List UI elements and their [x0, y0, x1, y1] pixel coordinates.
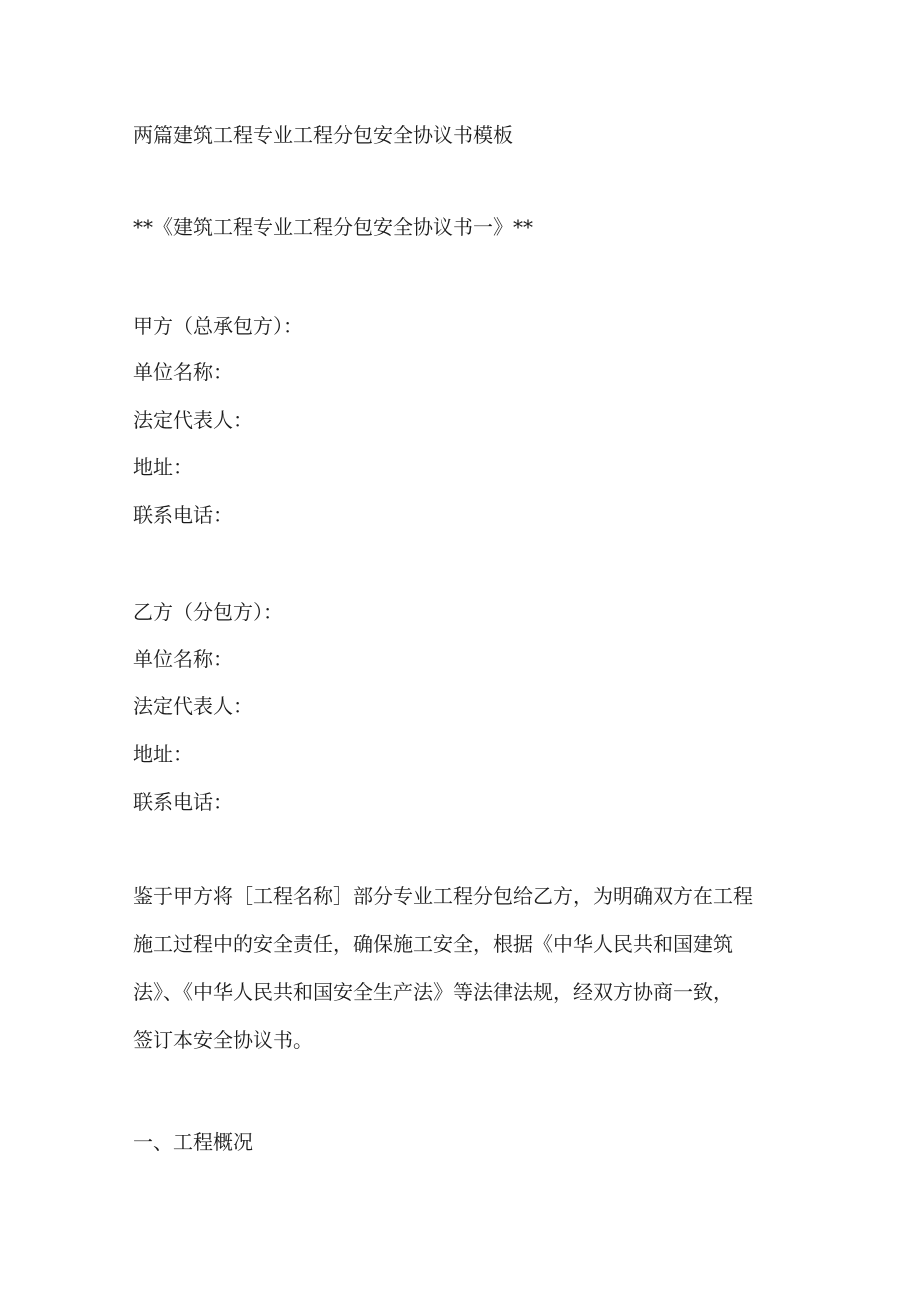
- party-b-phone: 联系电话：: [133, 790, 233, 814]
- preamble-line: 施工过程中的安全责任，确保施工安全，根据《中华人民共和国建筑: [133, 932, 733, 956]
- section-heading-project-overview: 一、工程概况: [133, 1130, 253, 1154]
- party-b-legal-rep: 法定代表人：: [133, 694, 253, 718]
- preamble-paragraph: [133, 872, 773, 1064]
- preamble-line: 法》、《中华人民共和国安全生产法》等法律法规，经双方协商一致，: [133, 980, 733, 1004]
- party-a-unit-name: 单位名称：: [133, 360, 233, 384]
- party-a-address: 地址：: [133, 455, 193, 479]
- party-a-heading: 甲方（总承包方）：: [133, 314, 303, 338]
- preamble-line: 鉴于甲方将［工程名称］部分专业工程分包给乙方，为明确双方在工程: [133, 884, 753, 908]
- document-title: 两篇建筑工程专业工程分包安全协议书模板: [133, 123, 513, 147]
- party-a-legal-rep: 法定代表人：: [133, 408, 253, 432]
- preamble-line: 签订本安全协议书。: [133, 1028, 313, 1052]
- party-b-unit-name: 单位名称：: [133, 647, 233, 671]
- party-b-address: 地址：: [133, 742, 193, 766]
- party-b-heading: 乙方（分包方）：: [133, 600, 283, 624]
- agreement-subtitle: **《建筑工程专业工程分包安全协议书一》**: [133, 215, 533, 239]
- party-a-phone: 联系电话：: [133, 503, 233, 527]
